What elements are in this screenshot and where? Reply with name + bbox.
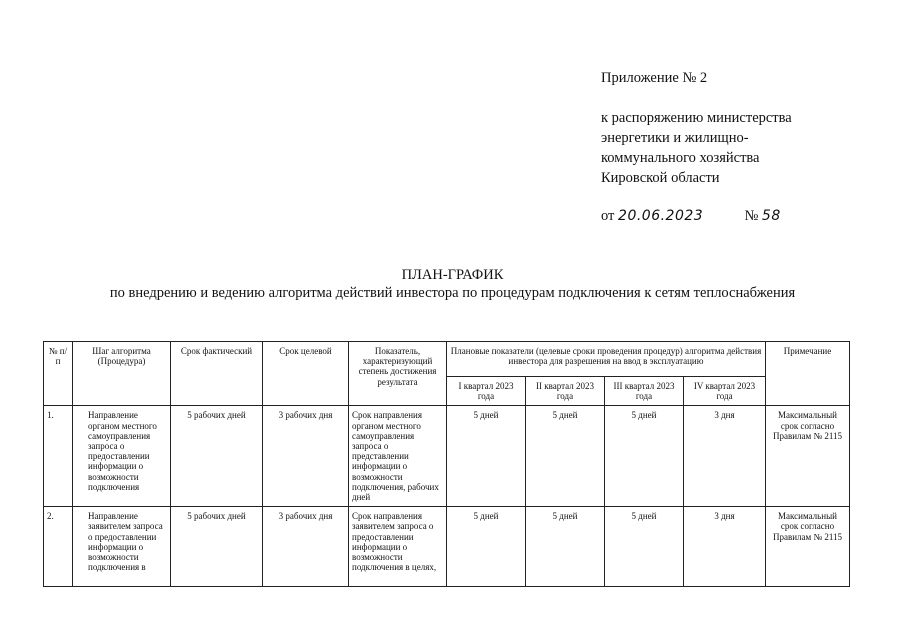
cell-q4: 3 дня [684, 507, 766, 587]
header-num: № п/п [44, 342, 73, 406]
cell-q2: 5 дней [526, 406, 605, 507]
appendix-line-2: энергетики и жилищно- [601, 130, 749, 146]
header-note: Примечание [766, 342, 850, 406]
plan-table [43, 341, 850, 587]
header-step: Шаг алгоритма (Процедура) [73, 342, 171, 406]
header-q4: IV квартал 2023 года [684, 377, 766, 406]
document-title: ПЛАН-ГРАФИК [401, 267, 504, 283]
handwritten-date: 20.06.2023 [618, 208, 704, 224]
table-row [44, 507, 850, 587]
appendix-number: Приложение № 2 [601, 70, 708, 86]
cell-actual: 5 рабочих дней [171, 507, 263, 587]
cell-q1: 5 дней [447, 406, 526, 507]
cell-q1: 5 дней [447, 507, 526, 587]
date-line [601, 208, 781, 225]
cell-note: Максимальный срок согласно Правилам № 2115 [766, 507, 850, 587]
date-prefix: от [601, 208, 615, 224]
cell-num: 2. [44, 507, 73, 587]
document-subtitle: по внедрению и ведению алгоритма действий инвестора по процедурам подключения к сетям теплоснабжения [109, 285, 796, 301]
appendix-line-3: коммунального хозяйства [601, 150, 760, 166]
header-indicator: Показатель, характеризующий степень достижения результата [349, 342, 447, 406]
cell-target: 3 рабочих дня [263, 507, 349, 587]
cell-step: Направление заявителем запроса о предоставлении информации о возможности подключения в [73, 507, 171, 587]
cell-step: Направление органом местного самоуправления запроса о предоставлении информации о возможности подключения [73, 406, 171, 507]
appendix-block [601, 68, 861, 188]
table-row [44, 406, 850, 507]
cell-q3: 5 дней [605, 507, 684, 587]
cell-indicator: Срок направления органом местного самоуправления запроса о представлении информации о возможности подключения, рабочих дней [349, 406, 447, 507]
header-q3: III квартал 2023 года [605, 377, 684, 406]
header-target: Срок целевой [263, 342, 349, 406]
header-row [44, 342, 850, 377]
cell-note: Максимальный срок согласно Правилам № 2115 [766, 406, 850, 507]
handwritten-number: 58 [761, 208, 781, 224]
header-q1: I квартал 2023 года [447, 377, 526, 406]
header-q2: II квартал 2023 года [526, 377, 605, 406]
header-actual: Срок фактический [171, 342, 263, 406]
cell-target: 3 рабочих дня [263, 406, 349, 507]
number-prefix: № [744, 208, 759, 224]
cell-num: 1. [44, 406, 73, 507]
appendix-line-4: Кировской области [601, 170, 720, 186]
cell-q3: 5 дней [605, 406, 684, 507]
appendix-line-1: к распоряжению министерства [601, 110, 792, 126]
header-planned: Плановые показатели (целевые сроки проведения процедур) алгоритма действия инвестора для разрешения на ввод в эксплуатацию [447, 342, 766, 377]
cell-indicator: Срок направления заявителем запроса о предоставлении информации о возможности подключения в целях, [349, 507, 447, 587]
cell-actual: 5 рабочих дней [171, 406, 263, 507]
cell-q4: 3 дня [684, 406, 766, 507]
cell-q2: 5 дней [526, 507, 605, 587]
